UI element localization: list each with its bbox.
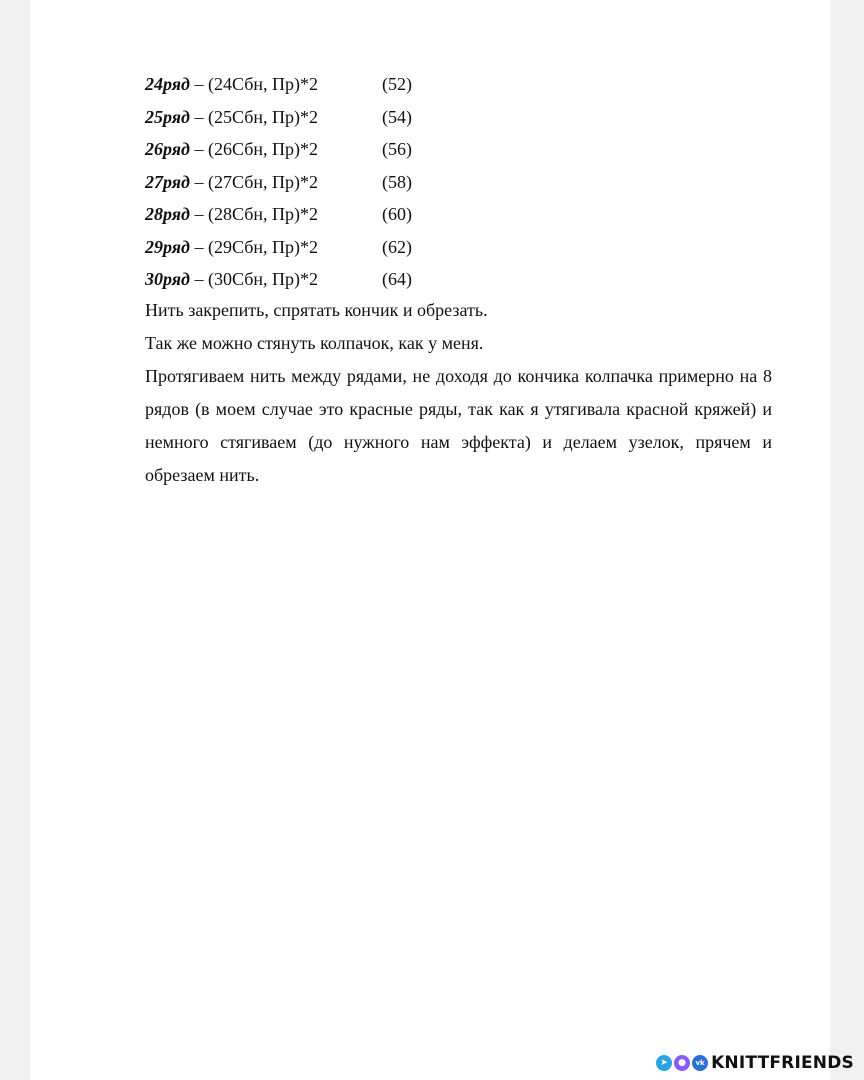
row-list xyxy=(145,70,412,298)
pattern-row xyxy=(145,265,412,298)
pattern-row xyxy=(145,200,412,233)
row-instruction: – (30Сбн, Пр)*2 xyxy=(189,269,318,289)
row-number: 25ряд xyxy=(145,106,190,127)
row-number: 24ряд xyxy=(145,74,190,94)
pattern-row xyxy=(145,70,412,103)
stitch-count: (54) xyxy=(382,106,412,127)
row-number: 29ряд xyxy=(145,236,190,257)
row-instruction: – (25Сбн, Пр)*2 xyxy=(189,106,318,127)
watermark-text: KNITTFRIENDS xyxy=(711,1053,854,1073)
vk-icon: vk xyxy=(692,1055,708,1071)
stitch-count: (62) xyxy=(382,236,412,257)
stitch-count: (56) xyxy=(382,139,412,159)
paragraph-finish: Нить закрепить, спрятать кончик и обрезать. xyxy=(145,300,488,320)
row-number: 30ряд xyxy=(145,269,190,289)
paragraph-instructions: Протягиваем нить между рядами, не доходя до кончика колпачка примерно на 8 рядов (в моем случае это красные ряды, так как я утягивала красной кряжей) и немного стягиваем (до нужного нам эффекта) и делаем узелок, прячем и обрезаем нить. xyxy=(145,366,772,485)
row-instruction: – (27Сбн, Пр)*2 xyxy=(189,171,318,192)
pattern-row xyxy=(145,103,412,136)
pattern-row xyxy=(145,168,412,201)
odnoklassniki-icon: ● xyxy=(674,1055,690,1071)
telegram-icon: ➤ xyxy=(656,1055,672,1071)
stitch-count: (64) xyxy=(382,269,412,289)
paragraph-tighten: Так же можно стянуть колпачок, как у меня. xyxy=(145,333,484,353)
pattern-row xyxy=(145,135,412,168)
row-instruction: – (26Сбн, Пр)*2 xyxy=(189,139,318,159)
row-number: 26ряд xyxy=(145,139,190,159)
document-page xyxy=(30,0,830,1080)
stitch-count: (58) xyxy=(382,171,412,192)
row-instruction: – (29Сбн, Пр)*2 xyxy=(189,236,318,257)
watermark xyxy=(656,1053,854,1073)
stitch-count: (52) xyxy=(382,74,412,94)
row-instruction: – (24Сбн, Пр)*2 xyxy=(189,74,318,94)
stitch-count: (60) xyxy=(382,204,412,224)
row-instruction: – (28Сбн, Пр)*2 xyxy=(189,204,318,224)
row-number: 28ряд xyxy=(145,204,190,224)
pattern-row xyxy=(145,233,412,266)
row-number: 27ряд xyxy=(145,171,190,192)
